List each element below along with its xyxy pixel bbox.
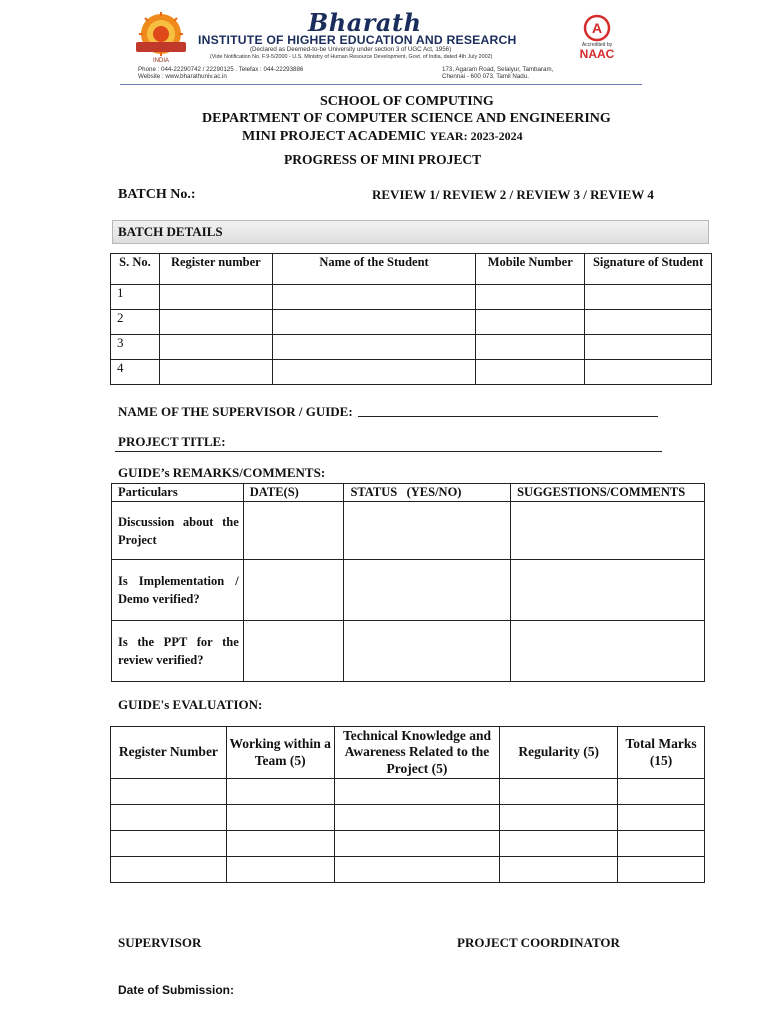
total-cell[interactable]	[618, 831, 705, 857]
date-cell[interactable]	[243, 621, 344, 682]
table-row	[112, 621, 705, 682]
register-cell[interactable]	[111, 779, 227, 805]
mobile-cell[interactable]	[476, 335, 585, 360]
date-cell[interactable]	[243, 502, 344, 560]
col-header-status: STATUS (YES/NO)	[344, 484, 511, 502]
logo-caption: INDIA	[152, 58, 170, 64]
table-row	[111, 805, 705, 831]
batch-table	[110, 253, 712, 385]
table-row	[111, 335, 712, 360]
suggestions-cell[interactable]	[511, 560, 705, 621]
school-heading: SCHOOL OF COMPUTING	[320, 94, 494, 109]
batch-no-label: BATCH No.:	[118, 187, 196, 202]
signature-cell[interactable]	[585, 335, 712, 360]
table-row	[111, 310, 712, 335]
col-header-total: Total Marks (15)	[618, 727, 705, 779]
suggestions-cell[interactable]	[511, 621, 705, 682]
register-cell[interactable]	[159, 310, 272, 335]
naac-grade: A	[591, 20, 603, 36]
table-row	[111, 779, 705, 805]
teamwork-cell[interactable]	[226, 779, 334, 805]
row-number: 4	[111, 360, 160, 385]
name-cell[interactable]	[272, 310, 476, 335]
regularity-cell[interactable]	[500, 857, 618, 883]
academic-year-heading	[242, 129, 523, 145]
remarks-heading: GUIDE’s REMARKS/COMMENTS:	[118, 465, 326, 480]
register-cell[interactable]	[159, 285, 272, 310]
teamwork-cell[interactable]	[226, 805, 334, 831]
total-cell[interactable]	[618, 805, 705, 831]
project-title-field[interactable]	[115, 451, 662, 452]
particulars-implementation: Is Implementation / Demo verified?	[112, 560, 244, 621]
brand-name: Bharath	[308, 8, 422, 37]
suggestions-cell[interactable]	[511, 502, 705, 560]
academic-year: YEAR: 2023-2024	[429, 129, 523, 143]
row-number: 1	[111, 285, 160, 310]
review-label: REVIEW 1/ REVIEW 2 / REVIEW 3 / REVIEW 4	[372, 187, 654, 202]
academic-prefix: MINI PROJECT ACADEMIC	[242, 129, 430, 144]
mobile-cell[interactable]	[476, 360, 585, 385]
name-cell[interactable]	[272, 360, 476, 385]
evaluation-heading: GUIDE's EVALUATION:	[118, 697, 263, 712]
signature-cell[interactable]	[585, 285, 712, 310]
evaluation-table	[110, 726, 705, 883]
col-header-register-number: Register Number	[111, 727, 227, 779]
col-header-mobile: Mobile Number	[476, 254, 585, 285]
col-header-name: Name of the Student	[272, 254, 476, 285]
technical-cell[interactable]	[334, 857, 500, 883]
particulars-discussion: Discussion about the Project	[112, 502, 244, 560]
project-title-label: PROJECT TITLE:	[118, 434, 226, 449]
col-header-particulars: Particulars	[112, 484, 244, 502]
total-cell[interactable]	[618, 857, 705, 883]
register-cell[interactable]	[159, 335, 272, 360]
supervisor-guide-label: NAME OF THE SUPERVISOR / GUIDE:	[118, 404, 353, 419]
col-header-teamwork: Working within a Team (5)	[226, 727, 334, 779]
batch-details-label: BATCH DETAILS	[118, 224, 223, 239]
particulars-ppt: Is the PPT for the review verified?	[112, 621, 244, 682]
table-row	[112, 560, 705, 621]
register-cell[interactable]	[159, 360, 272, 385]
mobile-cell[interactable]	[476, 285, 585, 310]
university-logo	[128, 12, 194, 64]
address-line-1: 173, Agaram Road, Selaiyur, Tambaram,	[442, 66, 554, 73]
regularity-cell[interactable]	[500, 779, 618, 805]
declaration-text: (Declared as Deemed-to-be University under section 3 of UGC Act, 1956)	[250, 46, 452, 53]
status-cell[interactable]	[344, 621, 511, 682]
letterhead-divider	[120, 84, 642, 85]
mobile-cell[interactable]	[476, 310, 585, 335]
register-cell[interactable]	[111, 805, 227, 831]
name-cell[interactable]	[272, 335, 476, 360]
vide-notification-text: (Vide Notification No. F.9-5/2000 - U.S. Ministry of Human Resource Development, Govt. of India, dated 4th July 2002)	[210, 54, 493, 60]
remarks-table	[111, 483, 705, 682]
table-row	[112, 502, 705, 560]
supervisor-signature-label: SUPERVISOR	[118, 935, 202, 950]
institute-name: INSTITUTE OF HIGHER EDUCATION AND RESEARCH	[198, 33, 517, 47]
name-cell[interactable]	[272, 285, 476, 310]
col-header-sno: S. No.	[111, 254, 160, 285]
status-cell[interactable]	[344, 560, 511, 621]
supervisor-guide-field[interactable]	[358, 416, 658, 417]
department-heading: DEPARTMENT OF COMPUTER SCIENCE AND ENGINEERING	[202, 111, 611, 126]
technical-cell[interactable]	[334, 831, 500, 857]
col-header-dates: DATE(S)	[243, 484, 344, 502]
teamwork-cell[interactable]	[226, 857, 334, 883]
status-cell[interactable]	[344, 502, 511, 560]
signature-cell[interactable]	[585, 310, 712, 335]
address-line-2: Chennai - 600 073. Tamil Nadu.	[442, 73, 529, 80]
table-row	[111, 285, 712, 310]
naac-accredited-text: Accredited by	[581, 42, 613, 48]
col-header-technical: Technical Knowledge and Awareness Related to the Project (5)	[334, 727, 500, 779]
total-cell[interactable]	[618, 779, 705, 805]
col-header-register: Register number	[159, 254, 272, 285]
signature-cell[interactable]	[585, 360, 712, 385]
col-header-suggestions: SUGGESTIONS/COMMENTS	[511, 484, 705, 502]
table-row	[111, 831, 705, 857]
col-header-regularity: Regularity (5)	[500, 727, 618, 779]
project-coordinator-label: PROJECT COORDINATOR	[457, 935, 620, 950]
table-row	[111, 360, 712, 385]
batch-details-bar	[112, 220, 709, 244]
date-cell[interactable]	[243, 560, 344, 621]
row-number: 2	[111, 310, 160, 335]
naac-label: NAAC	[579, 47, 615, 61]
col-header-signature: Signature of Student	[585, 254, 712, 285]
teamwork-cell[interactable]	[226, 831, 334, 857]
regularity-cell[interactable]	[500, 831, 618, 857]
technical-cell[interactable]	[334, 805, 500, 831]
register-cell[interactable]	[111, 831, 227, 857]
website-text: Website : www.bharathuniv.ac.in	[138, 73, 227, 80]
progress-heading: PROGRESS OF MINI PROJECT	[284, 152, 482, 167]
phone-text: Phone : 044-22290742 / 22290125 . Telefax : 044-22293886	[138, 66, 304, 73]
table-row	[111, 857, 705, 883]
register-cell[interactable]	[111, 857, 227, 883]
regularity-cell[interactable]	[500, 805, 618, 831]
row-number: 3	[111, 335, 160, 360]
naac-logo	[570, 14, 624, 64]
technical-cell[interactable]	[334, 779, 500, 805]
date-of-submission-label: Date of Submission:	[118, 983, 235, 997]
